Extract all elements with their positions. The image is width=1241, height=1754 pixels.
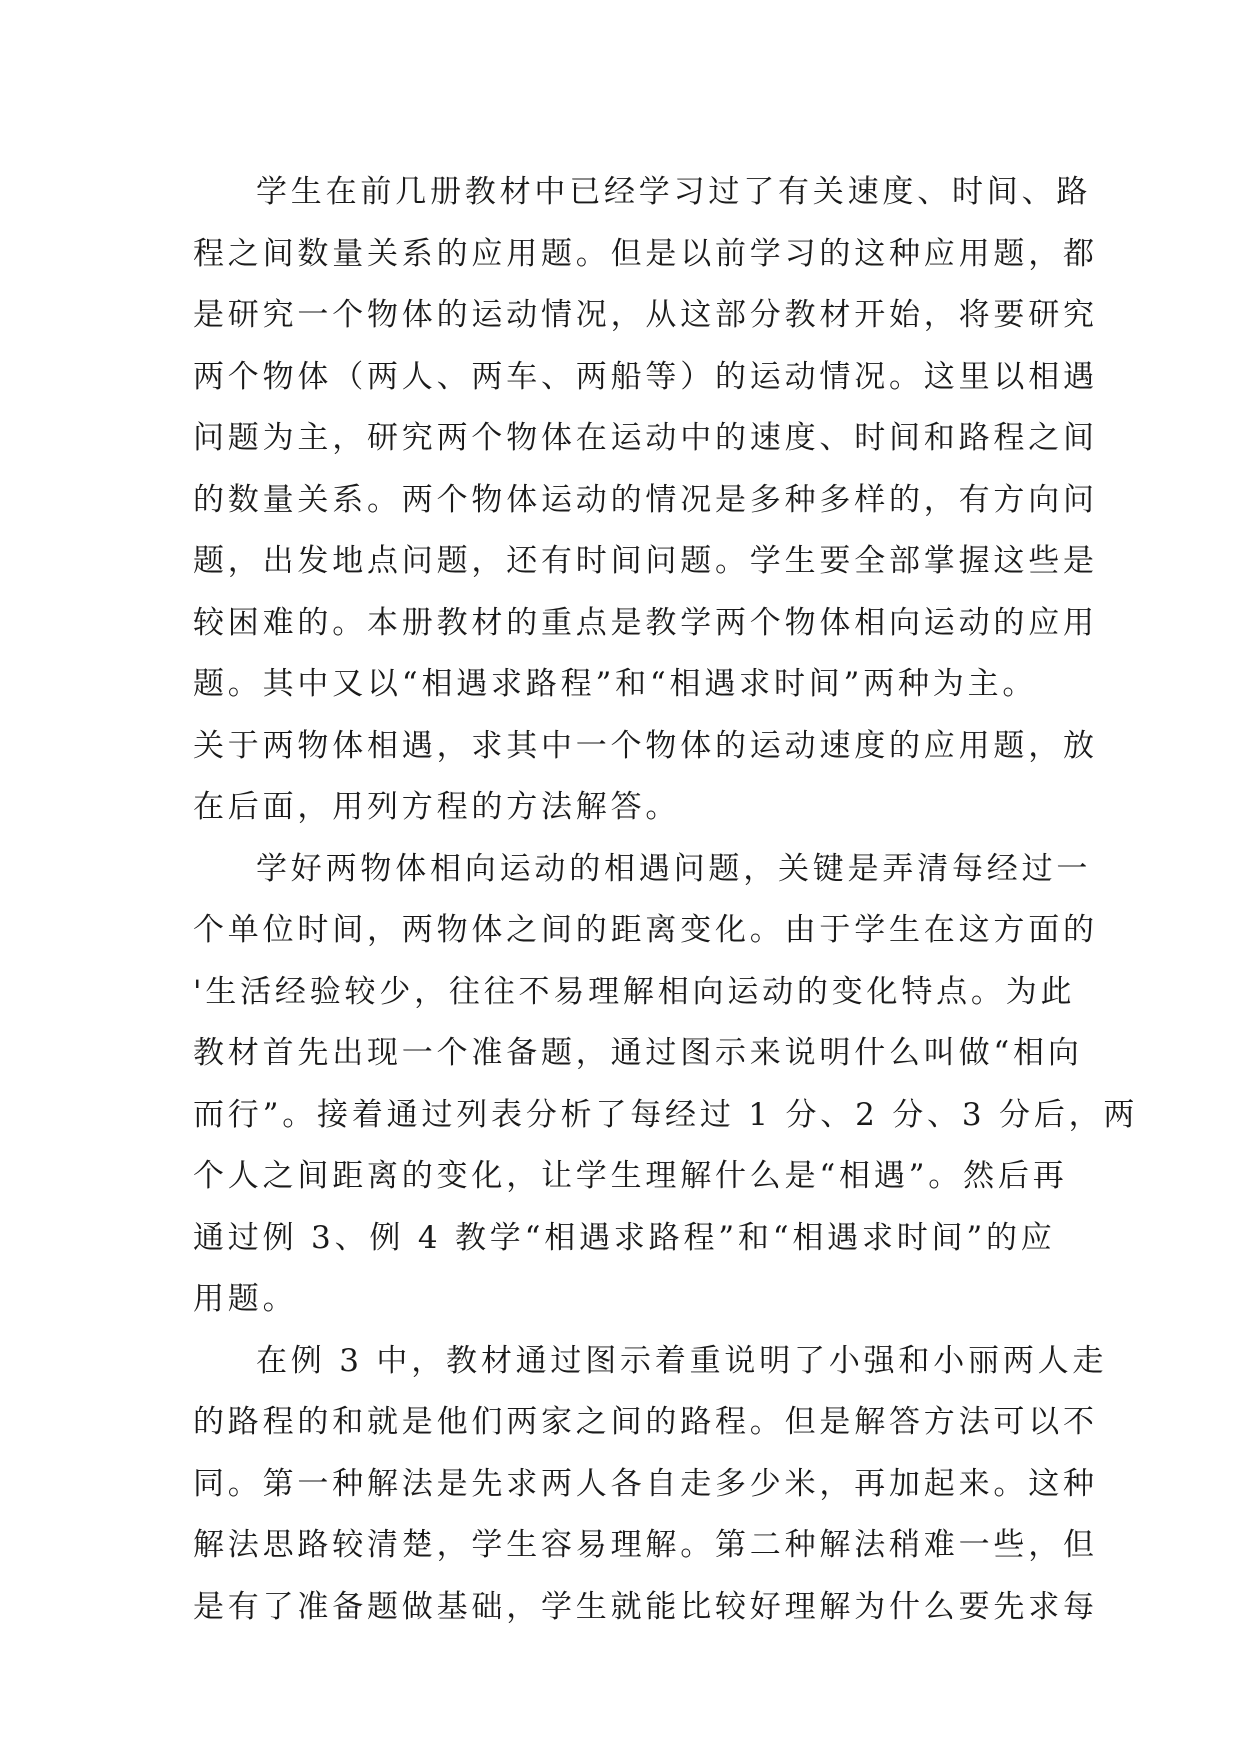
paragraph-3 <box>193 1331 1108 1639</box>
text-line: '生活经验较少，往往不易理解相向运动的变化特点。为此 <box>193 973 1076 1010</box>
text-line: 解法思路较清楚，学生容易理解。第二种解法稍难一些，但 <box>193 1527 1098 1563</box>
text-line: 在例 3 中，教材通过图示着重说明了小强和小丽两人走 <box>256 1342 1108 1379</box>
text-line: 学好两物体相向运动的相遇问题，关键是弄清每经过一 <box>256 850 1092 887</box>
text-line: 教材首先出现一个准备题，通过图示来说明什么叫做“相向 <box>193 1035 1083 1071</box>
text-line: 而行”。接着通过列表分析了每经过 1 分、2 分、3 分后，两 <box>193 1096 1139 1133</box>
text-line: 个人之间距离的变化，让学生理解什么是“相遇”。然后再 <box>193 1158 1068 1194</box>
text-line: 较困难的。本册教材的重点是教学两个物体相向运动的应用 <box>193 604 1098 641</box>
text-line: 在后面，用列方程的方法解答。 <box>193 789 681 825</box>
text-line: 的数量关系。两个物体运动的情况是多种多样的，有方向问 <box>193 481 1098 518</box>
paragraph-2 <box>193 839 1139 1331</box>
text-line: 关于两物体相遇，求其中一个物体的运动速度的应用题，放 <box>193 727 1098 764</box>
text-line: 用题。 <box>193 1281 298 1317</box>
document-body <box>193 162 1139 1638</box>
text-line: 题，出发地点问题，还有时间问题。学生要全部掌握这些是 <box>193 543 1098 579</box>
text-line: 问题为主，研究两个物体在运动中的速度、时间和路程之间 <box>193 420 1098 456</box>
text-line: 程之间数量关系的应用题。但是以前学习的这种应用题，都 <box>193 235 1098 272</box>
text-line: 学生在前几册教材中已经学习过了有关速度、时间、路 <box>256 174 1092 210</box>
text-line: 通过例 3、例 4 教学“相遇求路程”和“相遇求时间”的应 <box>193 1219 1056 1256</box>
text-line: 题。其中又以“相遇求路程”和“相遇求时间”两种为主。 <box>193 666 1038 702</box>
text-line: 是有了准备题做基础，学生就能比较好理解为什么要先求每 <box>193 1588 1098 1625</box>
text-line: 是研究一个物体的运动情况，从这部分教材开始，将要研究 <box>193 297 1098 333</box>
text-line: 两个物体（两人、两车、两船等）的运动情况。这里以相遇 <box>193 358 1098 395</box>
text-line: 同。第一种解法是先求两人各自走多少米，再加起来。这种 <box>193 1465 1098 1502</box>
text-line: 的路程的和就是他们两家之间的路程。但是解答方法可以不 <box>193 1404 1098 1440</box>
paragraph-1 <box>193 162 1098 839</box>
text-line: 个单位时间，两物体之间的距离变化。由于学生在这方面的 <box>193 912 1098 948</box>
